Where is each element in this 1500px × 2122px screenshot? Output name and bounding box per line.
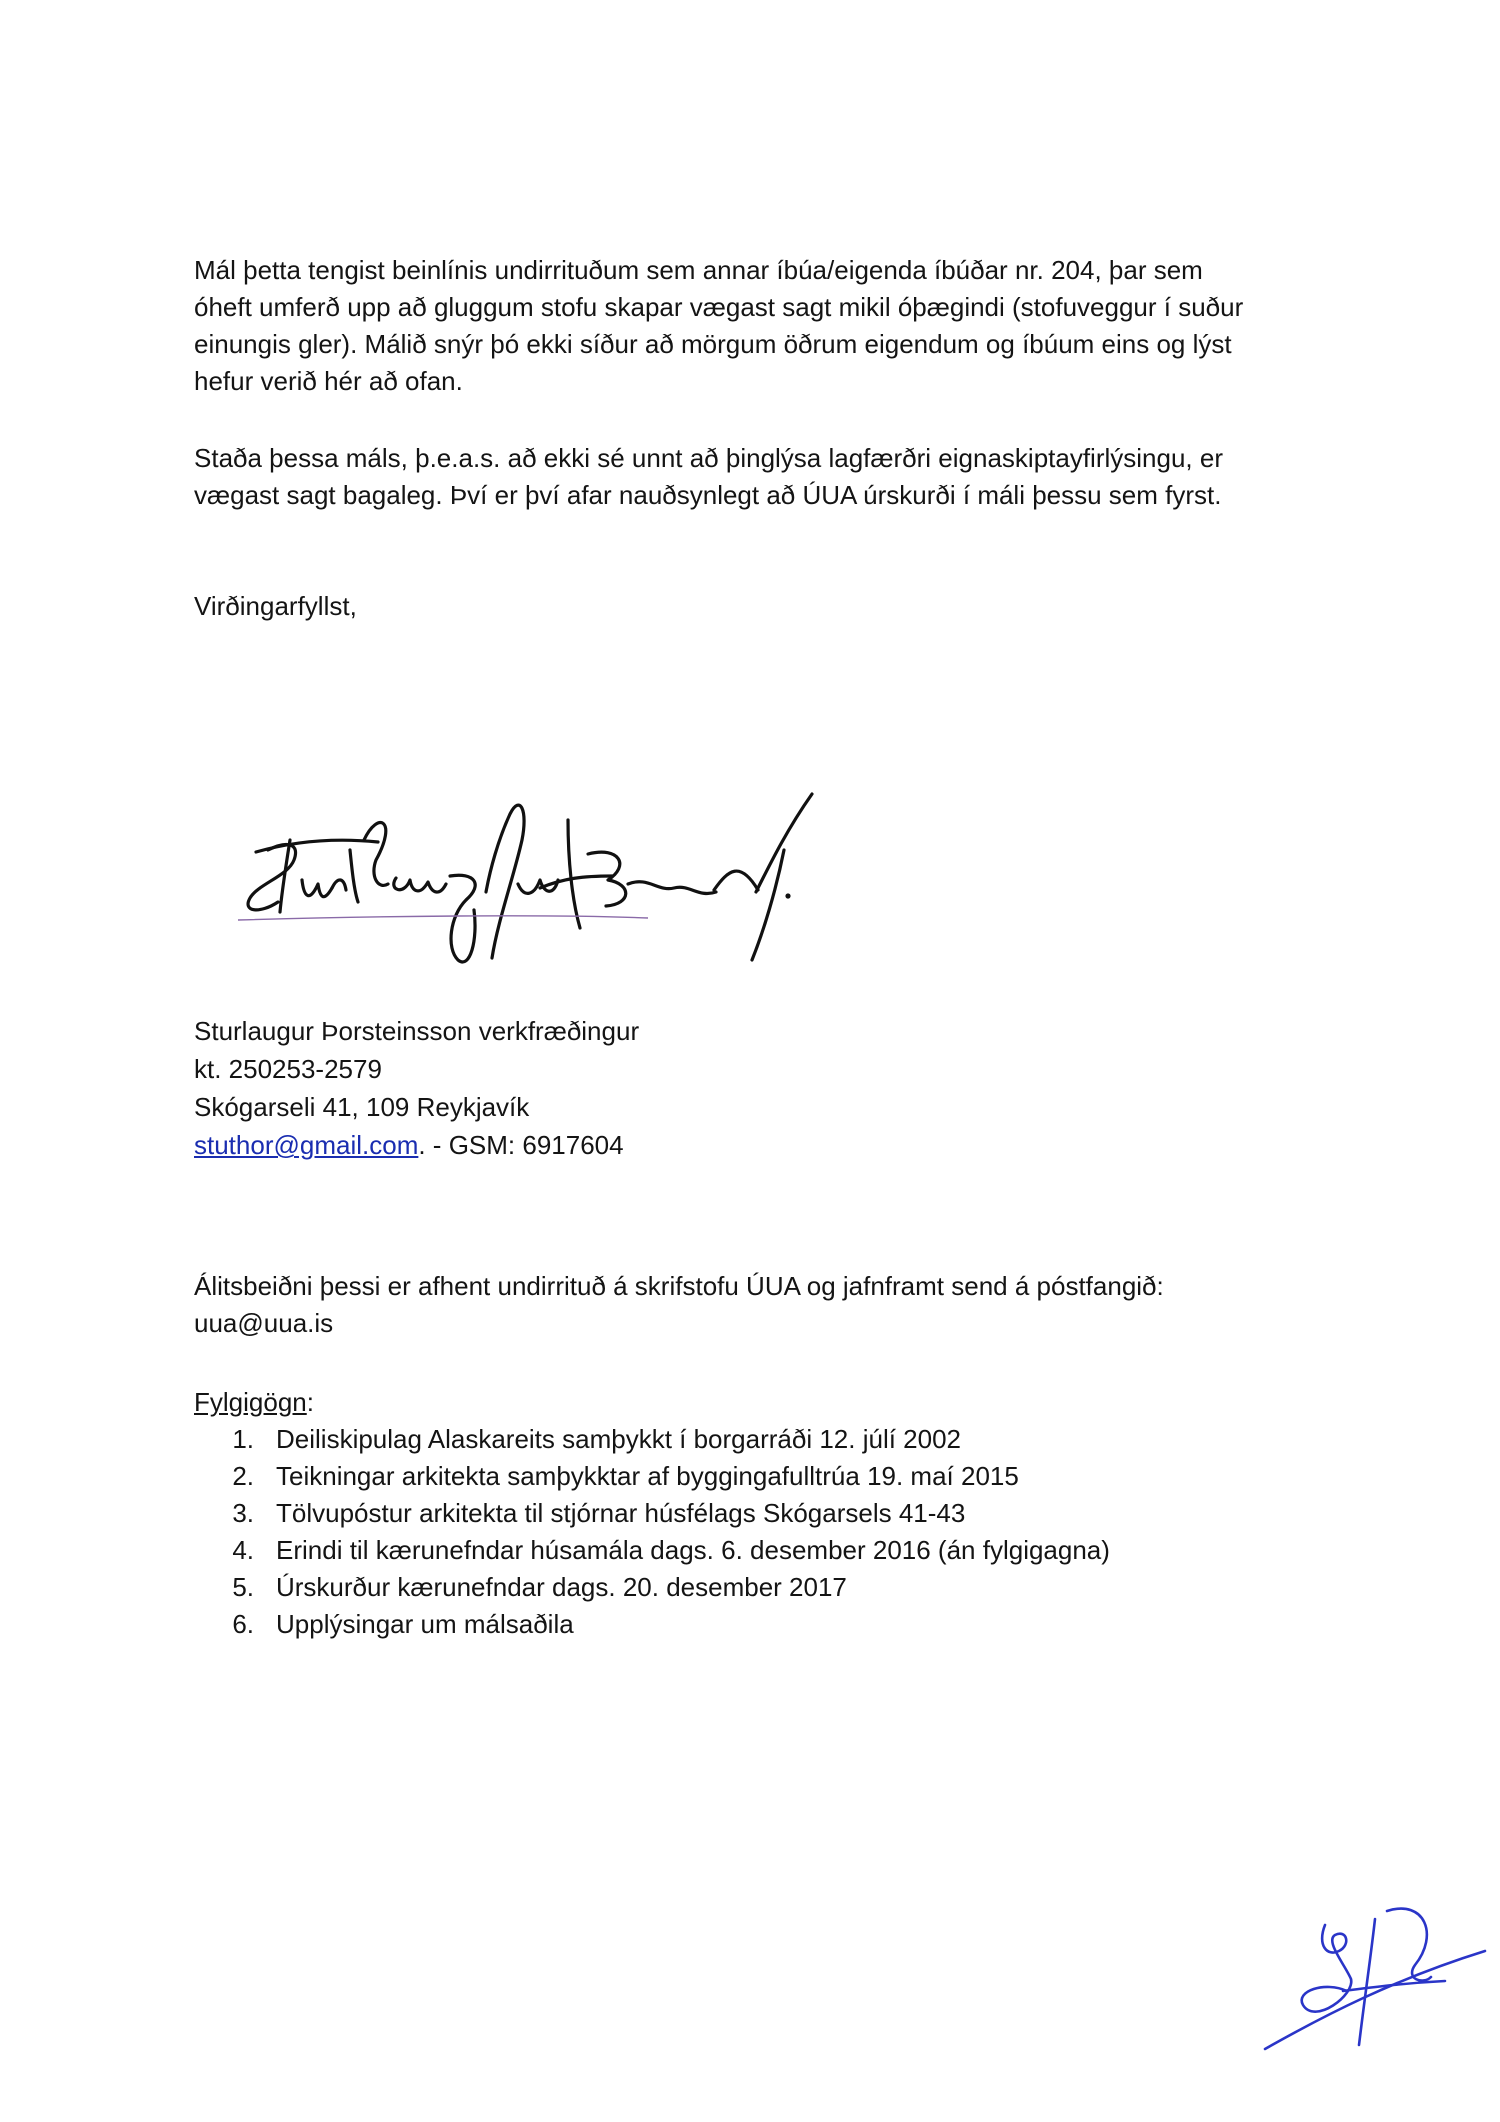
- paragraph-line: einungis gler). Málið snýr þó ekki síður að mörgum öðrum eigendum og íbúum eins og lýst: [194, 329, 1232, 359]
- signer-name: Sturlaugur Þorsteinsson verkfræðingur: [194, 1016, 640, 1046]
- list-item: [194, 1458, 1294, 1495]
- paragraph-line: Staða þessa máls, þ.e.a.s. að ekki sé unnt að þinglýsa lagfærðri eignaskiptayfirlýsingu, er: [194, 443, 1223, 473]
- signer-address: Skógarseli 41, 109 Reykjavík: [194, 1092, 530, 1122]
- handwritten-initials: [1255, 1895, 1495, 2055]
- closing-salutation: Virðingarfyllst,: [194, 591, 357, 621]
- attachments-heading-text: Fylgigögn: [194, 1387, 307, 1417]
- signer-email-link[interactable]: stuthor@gmail.com: [194, 1130, 419, 1160]
- paragraph-line: óheft umferð upp að gluggum stofu skapar vægast sagt mikil óþægindi (stofuveggur í suður: [194, 292, 1244, 322]
- list-item-text: Deiliskipulag Alaskareits samþykkt í borgarráði 12. júlí 2002: [276, 1424, 962, 1454]
- list-item-text: Tölvupóstur arkitekta til stjórnar húsfélags Skógarsels 41-43: [276, 1498, 966, 1528]
- handwritten-signature: [228, 780, 828, 980]
- signer-contact-block: [194, 1012, 1314, 1164]
- delivery-line: Álitsbeiðni þessi er afhent undirrituð á skrifstofu ÚUA og jafnframt send á póstfangið:: [194, 1271, 1164, 1301]
- list-item-text: Teikningar arkitekta samþykktar af byggingafulltrúa 19. maí 2015: [276, 1461, 1019, 1491]
- list-item-number: 6.: [232, 1609, 254, 1639]
- paragraph-line: hefur verið hér að ofan.: [194, 366, 463, 396]
- paragraph-line: vægast sagt bagaleg. Því er því afar nauðsynlegt að ÚUA úrskurði í máli þessu sem fyrst.: [194, 480, 1222, 510]
- list-item-number: 2.: [232, 1461, 254, 1491]
- paragraph-2: [194, 440, 1314, 514]
- signer-id-number: kt. 250253-2579: [194, 1054, 382, 1084]
- list-item: [194, 1532, 1294, 1569]
- attachments-list: [194, 1421, 1294, 1643]
- attachments-heading-colon: :: [306, 1387, 314, 1417]
- list-item-text: Erindi til kærunefndar húsamála dags. 6. desember 2016 (án fylgigagna): [276, 1535, 1110, 1565]
- list-item-number: 4.: [232, 1535, 254, 1565]
- list-item-number: 3.: [232, 1498, 254, 1528]
- attachments-heading: [194, 1384, 314, 1421]
- signer-phone: . - GSM: 6917604: [418, 1130, 624, 1160]
- list-item-text: Upplýsingar um málsaðila: [276, 1609, 574, 1639]
- paragraph-line: Mál þetta tengist beinlínis undirrituðum sem annar íbúa/eigenda íbúðar nr. 204, þar sem: [194, 255, 1203, 285]
- list-item: [194, 1495, 1294, 1532]
- delivery-email: uua@uua.is: [194, 1308, 334, 1338]
- list-item-number: 5.: [232, 1572, 254, 1602]
- list-item: [194, 1569, 1294, 1606]
- list-item-number: 1.: [232, 1424, 254, 1454]
- signer-email-phone-line: [194, 1126, 1314, 1164]
- delivery-note: [194, 1268, 1314, 1342]
- list-item: [194, 1421, 1294, 1458]
- list-item-text: Úrskurður kærunefndar dags. 20. desember 2017: [276, 1572, 847, 1602]
- paragraph-1: [194, 252, 1314, 400]
- list-item: [194, 1606, 1294, 1643]
